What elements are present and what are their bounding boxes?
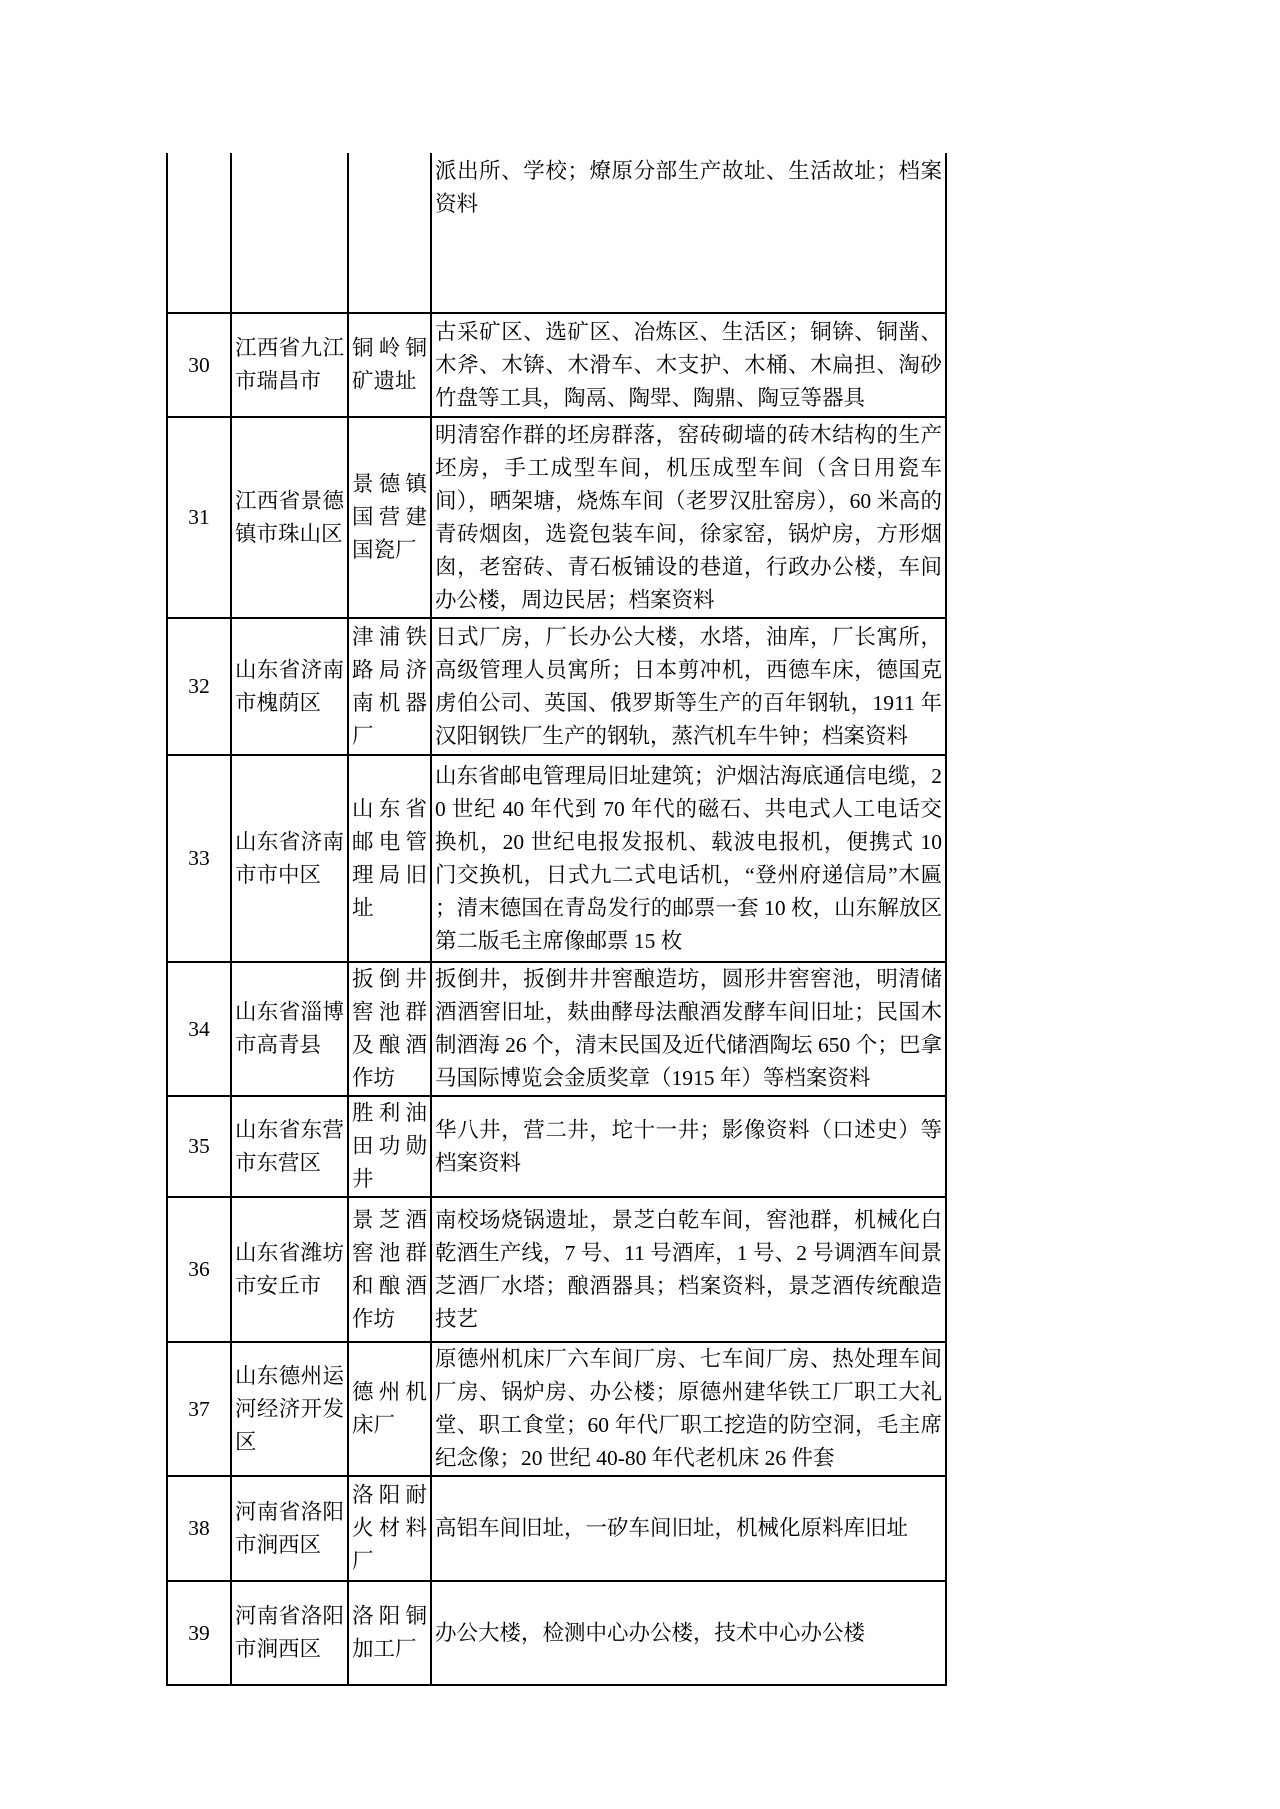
table-row [167, 1197, 946, 1342]
row-number-cell: 30 [167, 313, 231, 417]
description-cell: 日式厂房，厂长办公大楼，水塔，油库，厂长寓所，高级管理人员寓所；日本剪冲机，西德车床，德国克虏伯公司、英国、俄罗斯等生产的百年钢轨，1911 年汉阳钢铁厂生产的钢轨，蒸汽机车牛钟；档案资料 [431, 618, 946, 755]
region-cell: 山东省济南市市中区 [231, 755, 348, 962]
table-row [167, 1342, 946, 1476]
row-number-cell: 31 [167, 417, 231, 618]
description-cell: 古采矿区、选矿区、冶炼区、生活区；铜锛、铜凿、木斧、木锛、木滑车、木支护、木桶、木扁担、淘砂竹盘等工具，陶鬲、陶斝、陶鼎、陶豆等器具 [431, 313, 946, 417]
description-cell: 明清窑作群的坯房群落，窑砖砌墙的砖木结构的生产坯房，手工成型车间，机压成型车间（含日用瓷车间），晒架塘，烧炼车间（老罗汉肚窑房），60 米高的青砖烟囱，选瓷包装车间，徐家窑，锅炉房，方形烟囱，老窑砖、青石板铺设的巷道，行政办公楼，车间办公楼，周边民居；档案资料 [431, 417, 946, 618]
row-number-cell: 34 [167, 962, 231, 1096]
table-row [167, 417, 946, 618]
table-row [167, 1476, 946, 1581]
region-cell [231, 153, 348, 313]
region-cell: 山东德州运河经济开发区 [231, 1342, 348, 1476]
table-row [167, 313, 946, 417]
site-name-cell: 津浦铁路局济南机器厂 [348, 618, 431, 755]
site-name-cell: 扳倒井窖池群及酿酒作坊 [348, 962, 431, 1096]
heritage-sites-table [166, 153, 947, 1686]
region-cell: 河南省洛阳市涧西区 [231, 1581, 348, 1685]
site-name-cell: 景德镇国营建国瓷厂 [348, 417, 431, 618]
region-cell: 山东省潍坊市安丘市 [231, 1197, 348, 1342]
table-row [167, 1096, 946, 1197]
site-name-cell: 山东省邮电管理局旧址 [348, 755, 431, 962]
site-name-cell: 铜岭铜矿遗址 [348, 313, 431, 417]
region-cell: 山东省淄博市高青县 [231, 962, 348, 1096]
region-cell: 山东省济南市槐荫区 [231, 618, 348, 755]
table-row [167, 755, 946, 962]
region-cell: 江西省景德镇市珠山区 [231, 417, 348, 618]
description-cell: 原德州机床厂六车间厂房、七车间厂房、热处理车间厂房、锅炉房、办公楼；原德州建华铁工厂职工大礼堂、职工食堂；60 年代厂职工挖造的防空洞，毛主席纪念像；20 世纪 40-80 年代老机床 26 件套 [431, 1342, 946, 1476]
description-cell: 华八井，营二井，坨十一井；影像资料（口述史）等档案资料 [431, 1096, 946, 1197]
description-cell: 南校场烧锅遗址，景芝白乾车间，窖池群，机械化白乾酒生产线，7 号、11 号酒库，1 号、2 号调酒车间景芝酒厂水塔；酿酒器具；档案资料，景芝酒传统酿造技艺 [431, 1197, 946, 1342]
region-cell: 河南省洛阳市涧西区 [231, 1476, 348, 1581]
row-number-cell: 37 [167, 1342, 231, 1476]
description-cell: 扳倒井，扳倒井井窖酿造坊，圆形井窖窖池，明清储酒酒窖旧址，麸曲酵母法酿酒发酵车间旧址；民国木制酒海 26 个，清末民国及近代储酒陶坛 650 个；巴拿马国际博览会金质奖章（1915 年）等档案资料 [431, 962, 946, 1096]
table-row [167, 1581, 946, 1685]
site-name-cell: 洛阳铜加工厂 [348, 1581, 431, 1685]
row-number-cell [167, 153, 231, 313]
table-row [167, 962, 946, 1096]
row-number-cell: 39 [167, 1581, 231, 1685]
region-cell: 山东省东营市东营区 [231, 1096, 348, 1197]
row-number-cell: 36 [167, 1197, 231, 1342]
site-name-cell [348, 153, 431, 313]
site-name-cell: 胜利油田功勋井 [348, 1096, 431, 1197]
site-name-cell: 景芝酒窖池群和酿酒作坊 [348, 1197, 431, 1342]
description-cell: 办公大楼，检测中心办公楼，技术中心办公楼 [431, 1581, 946, 1685]
site-name-cell: 洛阳耐火材料厂 [348, 1476, 431, 1581]
site-name-cell: 德州机床厂 [348, 1342, 431, 1476]
row-number-cell: 32 [167, 618, 231, 755]
description-cell: 山东省邮电管理局旧址建筑；沪烟沽海底通信电缆，20 世纪 40 年代到 70 年代的磁石、共电式人工电话交换机，20 世纪电报发报机、载波电报机，便携式 10 门交换机，日式九二式电话机，“登州府递信局”木匾 ；清末德国在青岛发行的邮票一套 10 枚，山东解放区第二版毛主席像邮票 15 枚 [431, 755, 946, 962]
row-number-cell: 35 [167, 1096, 231, 1197]
description-cell: 派出所、学校；燎原分部生产故址、生活故址；档案资料 [431, 153, 946, 313]
row-number-cell: 38 [167, 1476, 231, 1581]
table-row-continuation [167, 153, 946, 313]
description-cell: 高铝车间旧址，一矽车间旧址，机械化原料库旧址 [431, 1476, 946, 1581]
table-row [167, 618, 946, 755]
region-cell: 江西省九江市瑞昌市 [231, 313, 348, 417]
row-number-cell: 33 [167, 755, 231, 962]
